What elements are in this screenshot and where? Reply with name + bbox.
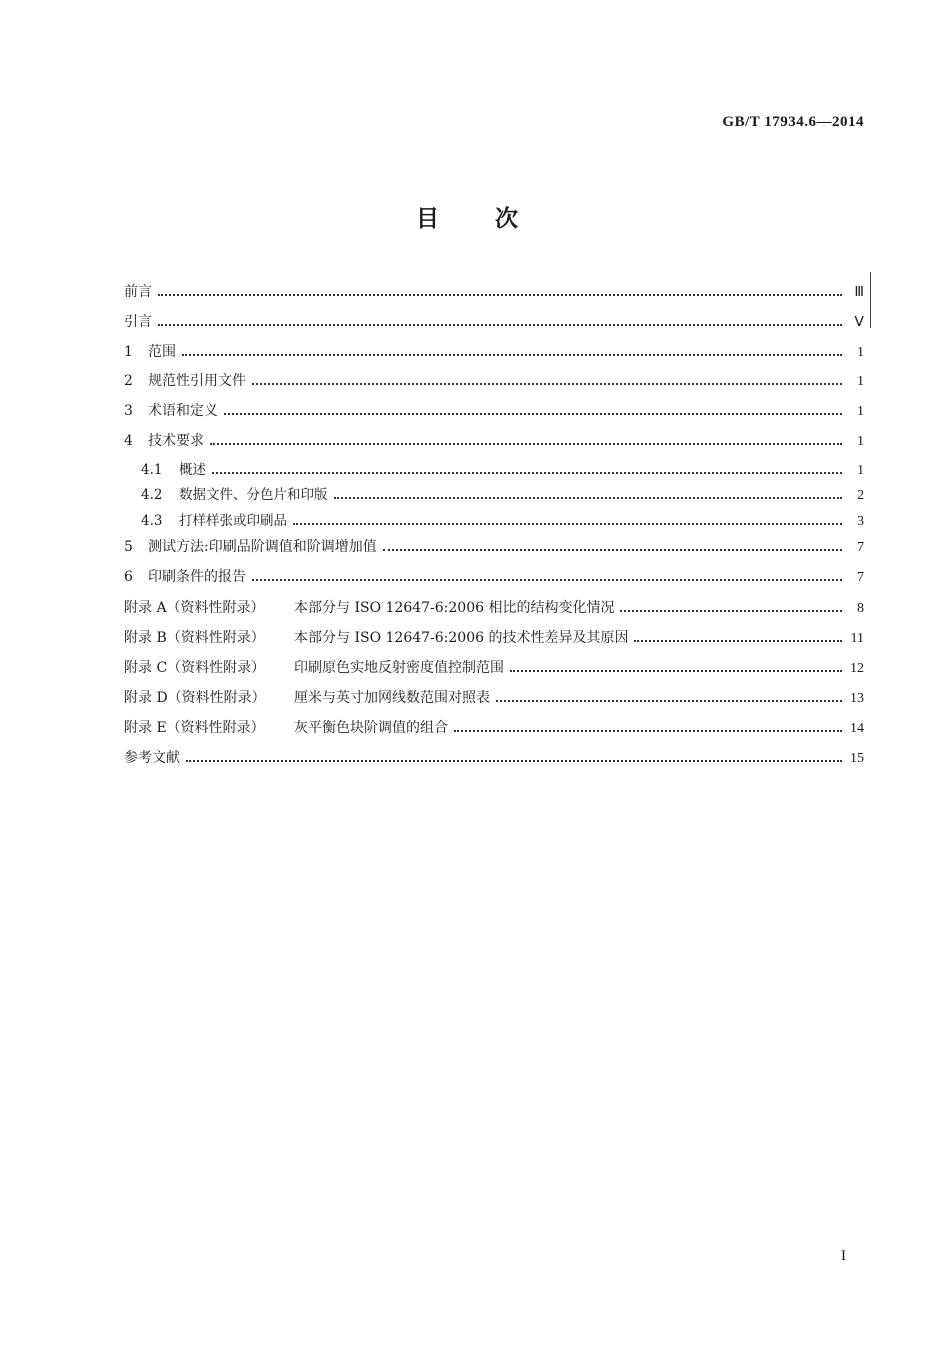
toc-entry-number: 4 xyxy=(124,432,133,449)
toc-annex-entry[interactable] xyxy=(124,683,864,713)
toc-leader xyxy=(182,353,842,356)
toc-annex-entry[interactable] xyxy=(124,623,864,653)
toc-entry[interactable] xyxy=(124,367,864,397)
toc-leader xyxy=(158,293,842,296)
toc-entry-page: 2 xyxy=(857,487,864,503)
toc-entry[interactable] xyxy=(124,397,864,427)
margin-bar xyxy=(870,272,871,328)
toc-entry-label: 技术要求 xyxy=(148,432,204,449)
toc-entry[interactable] xyxy=(124,482,864,508)
toc-entry-label: 前言 xyxy=(124,284,152,300)
toc-entry-page: 1 xyxy=(857,374,864,390)
bibliography-label: 参考文献 xyxy=(124,749,180,766)
toc-entry-page: Ⅲ xyxy=(854,285,864,300)
annex-page: 11 xyxy=(850,630,864,646)
annex-page: 12 xyxy=(850,660,864,676)
toc-entry-label: 术语和定义 xyxy=(148,403,218,420)
toc-entry-label: 测试方法:印刷品阶调值和阶调增加值 xyxy=(148,539,377,556)
toc-entry-number: 1 xyxy=(124,343,133,360)
toc-annex-entry[interactable] xyxy=(124,713,864,743)
toc-leader xyxy=(210,442,842,445)
toc-entry-label: 打样样张或印刷品 xyxy=(179,512,287,529)
toc-entry-page: 1 xyxy=(857,344,864,360)
annex-tag: 附录 A（资料性附录） xyxy=(124,599,265,616)
toc-bibliography[interactable] xyxy=(124,743,864,773)
toc-entry-label: 数据文件、分色片和印版 xyxy=(179,487,328,504)
toc-entry-number: 6 xyxy=(124,569,133,586)
toc-entry-page: 7 xyxy=(857,540,864,556)
toc-leader xyxy=(158,323,842,326)
toc-annex-entry[interactable] xyxy=(124,593,864,623)
toc-entry[interactable] xyxy=(124,308,864,338)
toc-leader xyxy=(252,382,842,385)
toc-leader xyxy=(510,669,842,672)
toc-entry-page: 3 xyxy=(857,512,864,528)
toc-leader xyxy=(186,759,842,762)
annex-title: 本部分与 ISO 12647-6:2006 相比的结构变化情况 xyxy=(294,599,615,616)
annex-page: 13 xyxy=(850,690,864,706)
toc-leader xyxy=(224,412,842,415)
toc-leader xyxy=(293,522,842,525)
toc-entry-page: Ⅴ xyxy=(854,314,864,330)
toc-leader xyxy=(454,729,842,732)
toc-entry[interactable] xyxy=(124,508,864,534)
annex-tag: 附录 B（资料性附录） xyxy=(124,629,265,646)
toc-entry[interactable] xyxy=(124,533,864,563)
page-number: I xyxy=(841,1248,846,1264)
toc-leader xyxy=(620,609,842,612)
toc-leader xyxy=(212,471,842,474)
toc-entry-number: 2 xyxy=(124,373,133,390)
page-title: 目次 xyxy=(416,206,574,232)
toc-entry-label: 范围 xyxy=(148,343,176,360)
toc-entry-label: 引言 xyxy=(124,313,152,330)
toc-leader xyxy=(634,639,842,642)
annex-title: 厘米与英寸加网线数范围对照表 xyxy=(294,689,490,706)
annex-title: 印刷原色实地反射密度值控制范围 xyxy=(294,659,504,676)
toc-entry-number: 4.2 xyxy=(141,487,163,504)
annex-tag: 附录 C（资料性附录） xyxy=(124,659,266,676)
toc-entry-number: 4.3 xyxy=(141,512,163,529)
annex-tag: 附录 D（资料性附录） xyxy=(124,689,266,706)
toc-entry[interactable] xyxy=(124,457,864,483)
toc-entry-label: 规范性引用文件 xyxy=(148,373,246,390)
toc-leader xyxy=(496,699,842,702)
toc-leader xyxy=(252,578,842,581)
toc-entry-page: 1 xyxy=(857,404,864,420)
toc-entry[interactable] xyxy=(124,563,864,593)
toc-leader xyxy=(383,548,842,551)
toc-entry[interactable] xyxy=(124,278,864,308)
toc-entry-page: 1 xyxy=(857,433,864,449)
toc-entry-number: 5 xyxy=(124,539,133,556)
toc-entry-number: 4.1 xyxy=(141,461,163,478)
table-of-contents xyxy=(124,278,864,773)
toc-entry-label: 概述 xyxy=(179,461,206,478)
annex-page: 14 xyxy=(850,720,864,736)
toc-annex-entry[interactable] xyxy=(124,653,864,683)
annex-tag: 附录 E（资料性附录） xyxy=(124,719,265,736)
toc-entry-label: 印刷条件的报告 xyxy=(148,569,246,586)
toc-entry-number: 3 xyxy=(124,403,133,420)
toc-entry[interactable] xyxy=(124,427,864,457)
annex-title: 灰平衡色块阶调值的组合 xyxy=(294,719,448,736)
toc-entry-page: 1 xyxy=(857,461,864,477)
toc-leader xyxy=(334,496,843,499)
annex-title: 本部分与 ISO 12647-6:2006 的技术性差异及其原因 xyxy=(294,629,629,646)
toc-entry[interactable] xyxy=(124,338,864,368)
bibliography-page: 15 xyxy=(850,750,864,766)
standard-code: GB/T 17934.6—2014 xyxy=(722,114,864,130)
toc-entry-page: 7 xyxy=(857,570,864,586)
annex-page: 8 xyxy=(857,600,864,616)
